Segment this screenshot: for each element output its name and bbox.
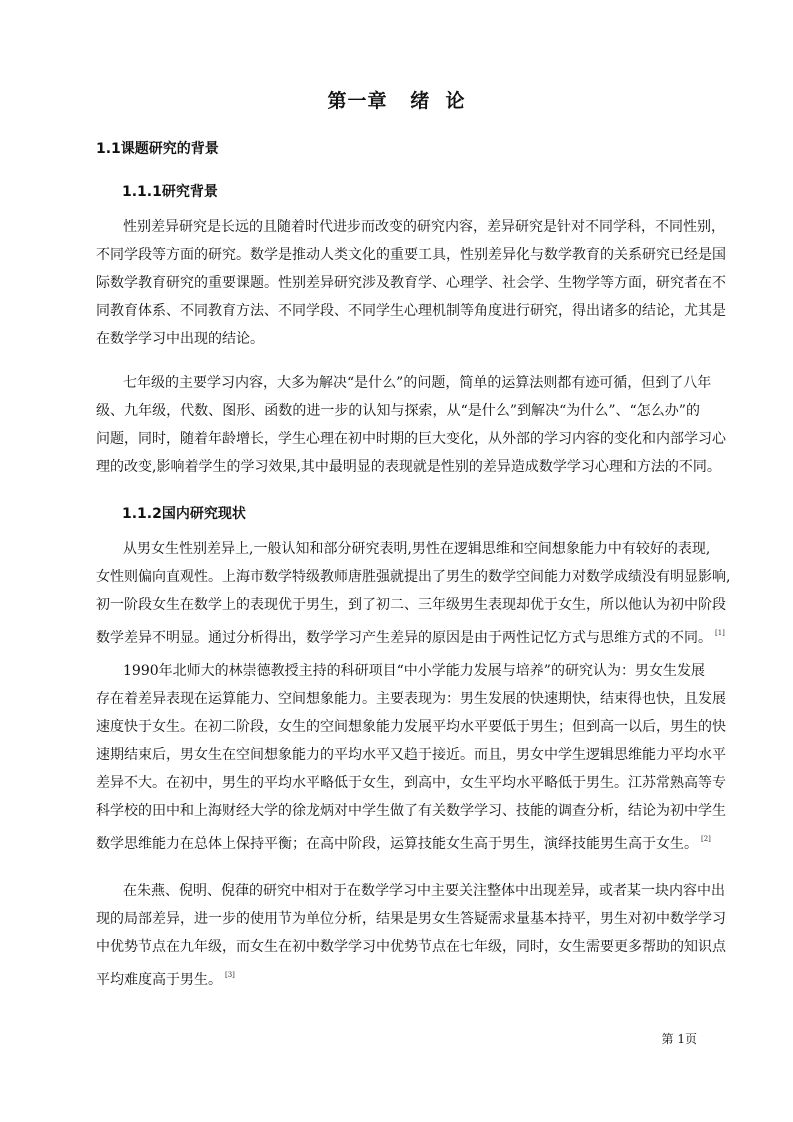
paragraph-line	[96, 961, 700, 989]
paragraph-2	[96, 369, 726, 481]
chapter-title: 第一章 绪 论	[327, 90, 466, 112]
subsection-heading-1-1-1: 1.1.1研究背景	[122, 184, 218, 200]
paragraph-line: 理的改变,影响着学生的学习效果,其中最明显的表现就是性别的差异造成数学学习心理和方法的不同。	[96, 459, 721, 475]
citation-marker[interactable]: [2]	[701, 835, 711, 843]
citation-marker[interactable]: [1]	[715, 629, 725, 637]
paragraph-line: 1990年北师大的林崇德教授主持的科研项目“中小学能力发展与培养”的研究认为：男女生发展	[123, 663, 705, 679]
paragraph-line	[96, 825, 711, 853]
paragraph-1	[96, 213, 726, 353]
paragraph-line: 从男女生性别差异上,一般认知和部分研究表明,男性在逻辑思维和空间想象能力中有较好的表现,	[123, 541, 711, 557]
citation-marker[interactable]: [3]	[225, 971, 235, 979]
paragraph-line: 七年级的主要学习内容，大多为解决“是什么”的问题，简单的运算法则都有迹可循，但到了八年	[123, 375, 712, 391]
paragraph-line-text: 数学思维能力在总体上保持平衡；在高中阶段，运算技能女生高于男生，演绎技能男生高于女生。	[96, 836, 698, 852]
paragraph-line: 女性则偏向直观性。上海市数学特级教师唐胜强就提出了男生的数学空间能力对数学成绩没有明显影响,	[96, 569, 731, 585]
subsection-heading-1-1-2: 1.1.2国内研究现状	[122, 506, 246, 522]
paragraph-line: 不同学段等方面的研究。数学是推动人类文化的重要工具，性别差异化与数学教育的关系研究已经是国	[96, 247, 726, 263]
paragraph-line: 性别差异研究是长远的且随着时代进步而改变的研究内容，差异研究是针对不同学科，不同性别，	[123, 219, 725, 235]
paragraph-line-text: 数学差异不明显。通过分析得出，数学学习产生差异的原因是由于两性记忆方式与思维方式的不同。	[96, 630, 712, 646]
paragraph-line: 际数学教育研究的重要课题。性别差异研究涉及教育学、心理学、社会学、生物学等方面，研究者在不	[96, 275, 726, 291]
section-heading-1-1: 1.1课题研究的背景	[96, 141, 219, 157]
paragraph-line: 在朱燕、倪明、倪葎的研究中相对于在数学学习中主要关注整体中出现差异，或者某一块内容中出	[123, 883, 725, 899]
paragraph-line: 科学校的田中和上海财经大学的徐龙炳对中学生做了有关数学学习、技能的调查分析，结论为初中学生	[96, 803, 726, 819]
paragraph-line: 同教育体系、不同教育方法、不同学段、不同学生心理机制等角度进行研究，得出诸多的结论，尤其是	[96, 303, 726, 319]
paragraph-line: 在数学学习中出现的结论。	[96, 331, 264, 347]
paragraph-line: 速度快于女生。在初二阶段，女生的空间想象能力发展平均水平要低于男生；但到高一以后，男生的快	[96, 719, 726, 735]
paragraph-line: 中优势节点在九年级，而女生在初中数学学习中优势节点在七年级，同时，女生需要更多帮助的知识点	[96, 939, 726, 955]
paragraph-5	[96, 877, 726, 989]
paragraph-4	[96, 657, 726, 853]
paragraph-line-text: 平均难度高于男生。	[96, 972, 222, 988]
paragraph-line: 初一阶段女生在数学上的表现优于男生，到了初二、三年级男生表现却优于女生，所以他认为初中阶段	[96, 597, 726, 613]
paragraph-line: 级、九年级，代数、图形、函数的进一步的认知与探索，从“是什么”到解决“为什么”、“怎么办”的	[96, 403, 700, 419]
paragraph-line: 速期结束后，男女生在空间想象能力的平均水平又趋于接近。而且，男女中学生逻辑思维能力平均水平	[96, 747, 726, 763]
page-number: 第 1页	[661, 1032, 697, 1046]
paragraph-line: 存在着差异表现在运算能力、空间想象能力。主要表现为：男生发展的快速期快，结束得也快，且发展	[96, 691, 726, 707]
paragraph-line: 差异不大。在初中，男生的平均水平略低于女生，到高中，女生平均水平略低于男生。江苏常熟高等专	[96, 775, 726, 791]
paragraph-line: 问题，同时，随着年龄增长，学生心理在初中时期的巨大变化，从外部的学习内容的变化和内部学习心	[96, 431, 726, 447]
paragraph-line	[96, 619, 725, 647]
paragraph-3	[96, 535, 731, 647]
paragraph-line: 现的局部差异，进一步的使用节为单位分析，结果是男女生答疑需求量基本持平，男生对初中数学学习	[96, 911, 726, 927]
